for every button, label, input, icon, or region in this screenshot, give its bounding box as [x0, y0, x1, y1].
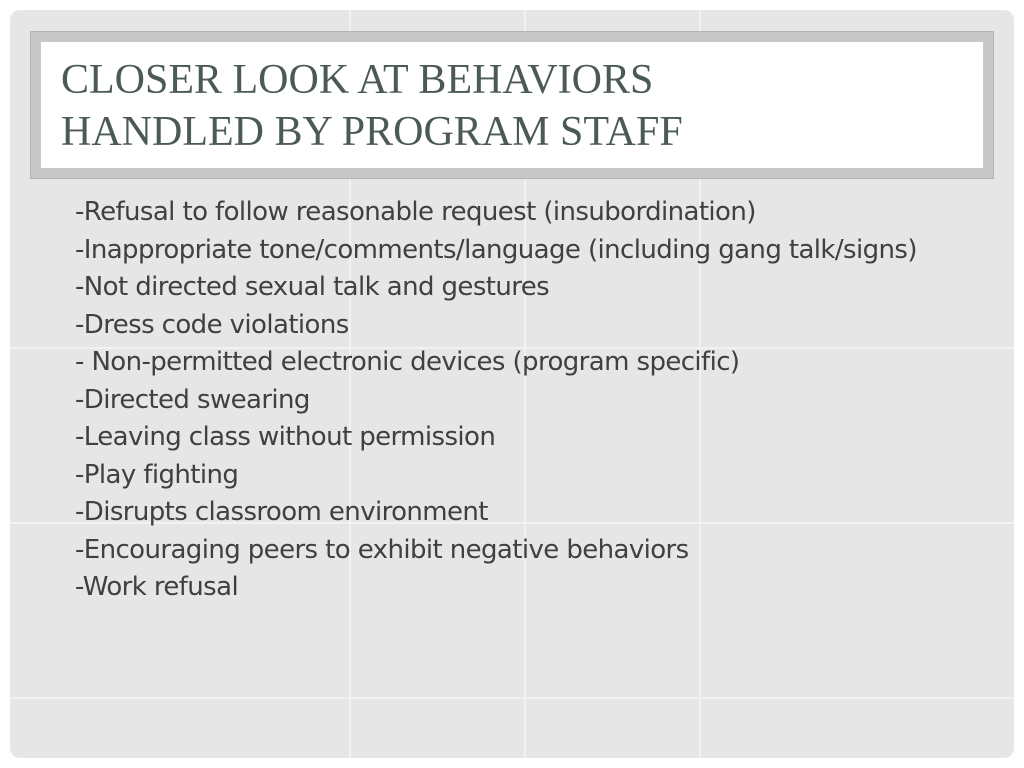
slide — [10, 10, 1014, 758]
behavior-list — [75, 197, 975, 610]
list-item: -Encouraging peers to exhibit negative behaviors — [75, 534, 689, 565]
list-item: -Play fighting — [75, 459, 239, 490]
title-frame — [30, 31, 994, 179]
slide-title — [61, 54, 683, 158]
slide-title-line-2: HANDLED BY PROGRAM STAFF — [61, 109, 683, 155]
title-box — [41, 42, 983, 168]
slide-title-line-1: CLOSER LOOK AT BEHAVIORS — [61, 57, 654, 103]
list-item: - Non-permitted electronic devices (program specific) — [75, 347, 740, 377]
list-item: -Directed swearing — [75, 384, 310, 415]
list-item: -Inappropriate tone/comments/language (including gang talk/signs) — [75, 234, 917, 265]
list-item: -Refusal to follow reasonable request (insubordination) — [75, 197, 756, 227]
list-item: -Work refusal — [75, 572, 239, 602]
list-item: -Leaving class without permission — [75, 422, 496, 452]
list-item: -Not directed sexual talk and gestures — [75, 272, 550, 302]
list-item: -Disrupts classroom environment — [75, 497, 488, 527]
list-item: -Dress code violations — [75, 309, 349, 340]
